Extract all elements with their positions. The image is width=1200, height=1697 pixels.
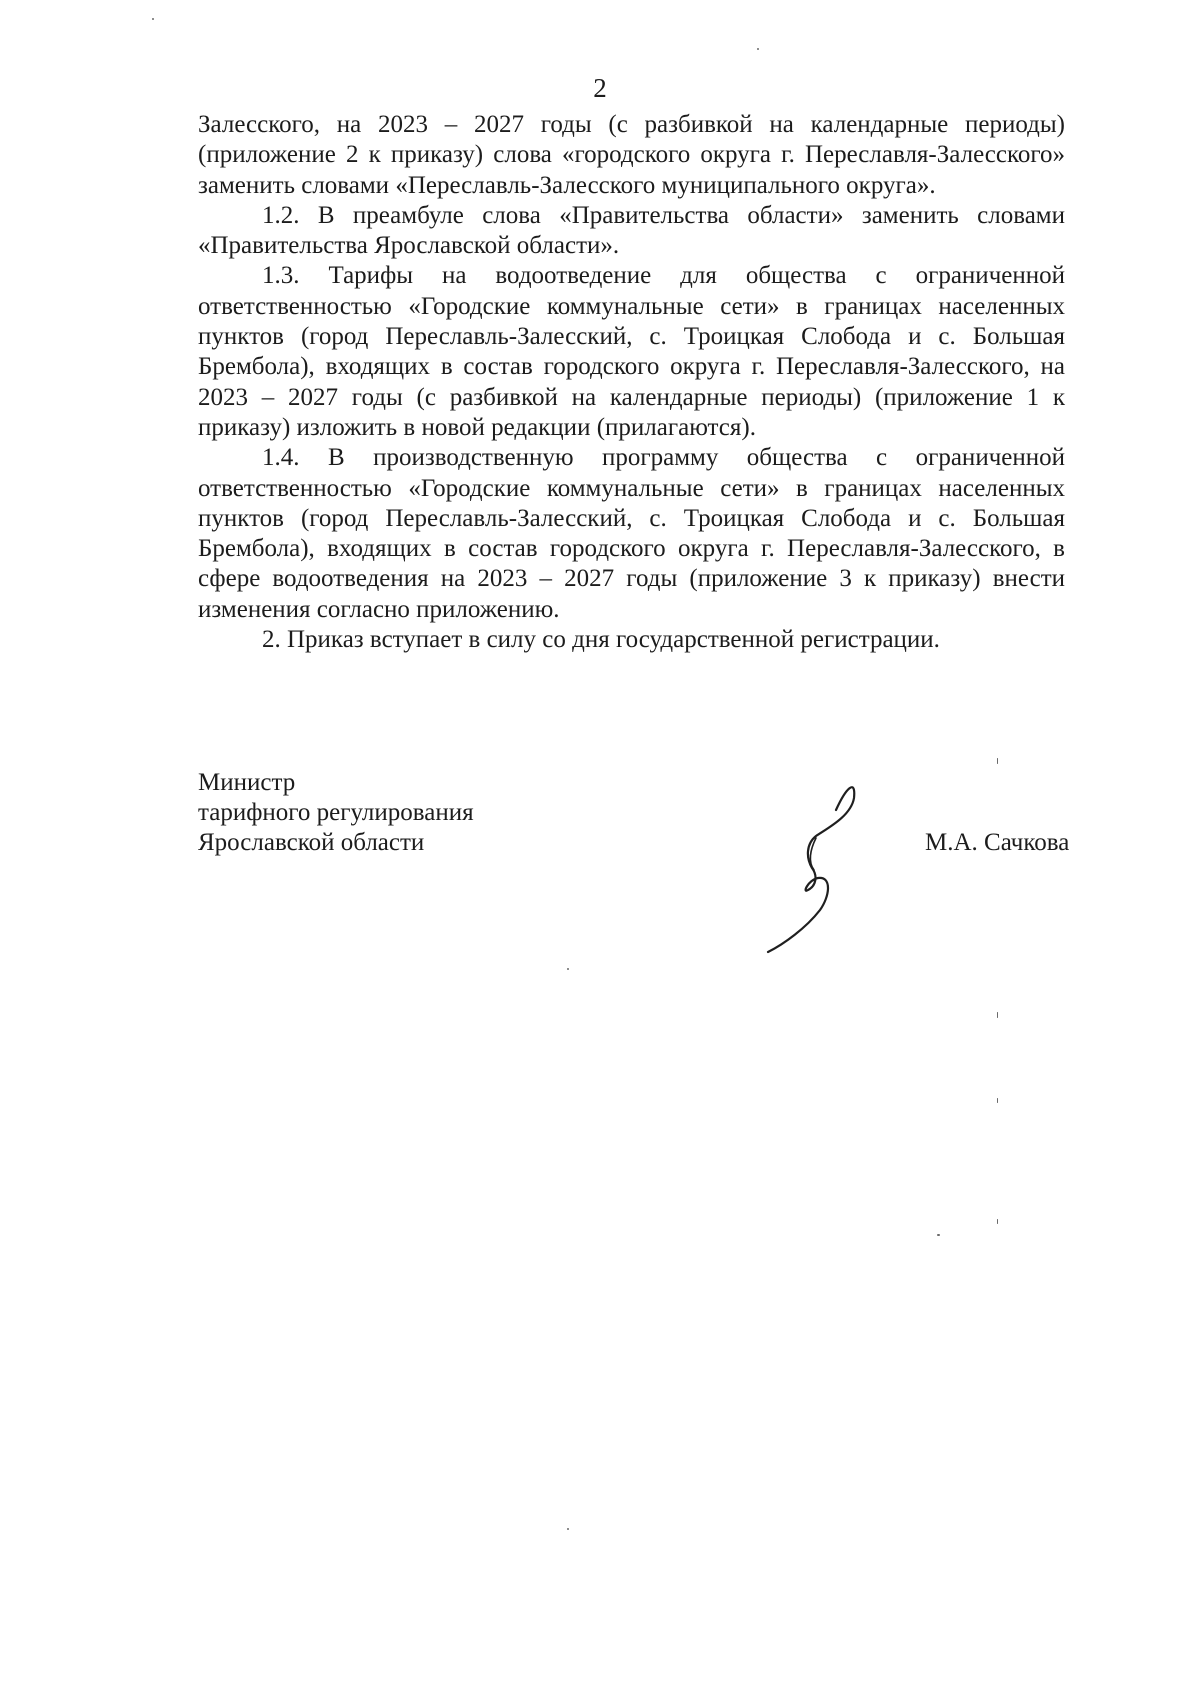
signatory-position-line: тарифного регулирования bbox=[198, 799, 474, 826]
signatory-position-line: Министр bbox=[198, 769, 296, 796]
scan-speck bbox=[997, 1098, 998, 1103]
handwritten-signature bbox=[750, 770, 880, 955]
scan-speck bbox=[937, 1234, 940, 1236]
signatory-position-line: Ярославской области bbox=[198, 829, 425, 856]
document-body bbox=[198, 110, 1065, 655]
scan-speck bbox=[997, 758, 998, 764]
signatory-name: М.А. Сачкова bbox=[925, 829, 1070, 856]
paragraph-item-1-3: 1.3. Тарифы на водоотведение для общества с ограниченной ответственностью «Городские коммунальные сети» в границах населенных пунктов (город Переславль-Залесский, с. Троицкая Слобода и с. Большая Брембола), входящих в состав городского округа г. Переславля-Залесского, на 2023 – 2027 годы (с разбивкой на календарные периоды) (приложение 1 к приказу) изложить в новой редакции (прилагаются). bbox=[198, 262, 1065, 441]
page-number: 2 bbox=[593, 73, 607, 103]
signatory-position bbox=[198, 768, 474, 858]
scan-speck bbox=[567, 968, 569, 970]
paragraph-item-2: 2. Приказ вступает в силу со дня государственной регистрации. bbox=[262, 626, 940, 654]
scan-speck bbox=[997, 1219, 998, 1224]
scan-speck bbox=[567, 1528, 569, 1530]
scan-speck bbox=[997, 1012, 998, 1018]
paragraph-continuation: Залесского, на 2023 – 2027 годы (с разбивкой на календарные периоды) (приложение 2 к приказу) слова «городского округа г. Переславля-Залесского» заменить словами «Переславль-Залесского муниципального округа». bbox=[198, 111, 1065, 199]
paragraph-item-1-2: 1.2. В преамбуле слова «Правительства области» заменить словами «Правительства Ярославской области». bbox=[198, 201, 1065, 260]
paragraph-item-1-4: 1.4. В производственную программу общества с ограниченной ответственностью «Городские коммунальные сети» в границах населенных пунктов (город Переславль-Залесский, с. Троицкая Слобода и с. Большая Брембола), входящих в состав городского округа г. Переславля-Залесского, в сфере водоотведения на 2023 – 2027 годы (приложение 3 к приказу) внести изменения согласно приложению. bbox=[198, 444, 1065, 623]
scan-speck bbox=[757, 48, 759, 50]
scan-speck bbox=[152, 18, 154, 20]
